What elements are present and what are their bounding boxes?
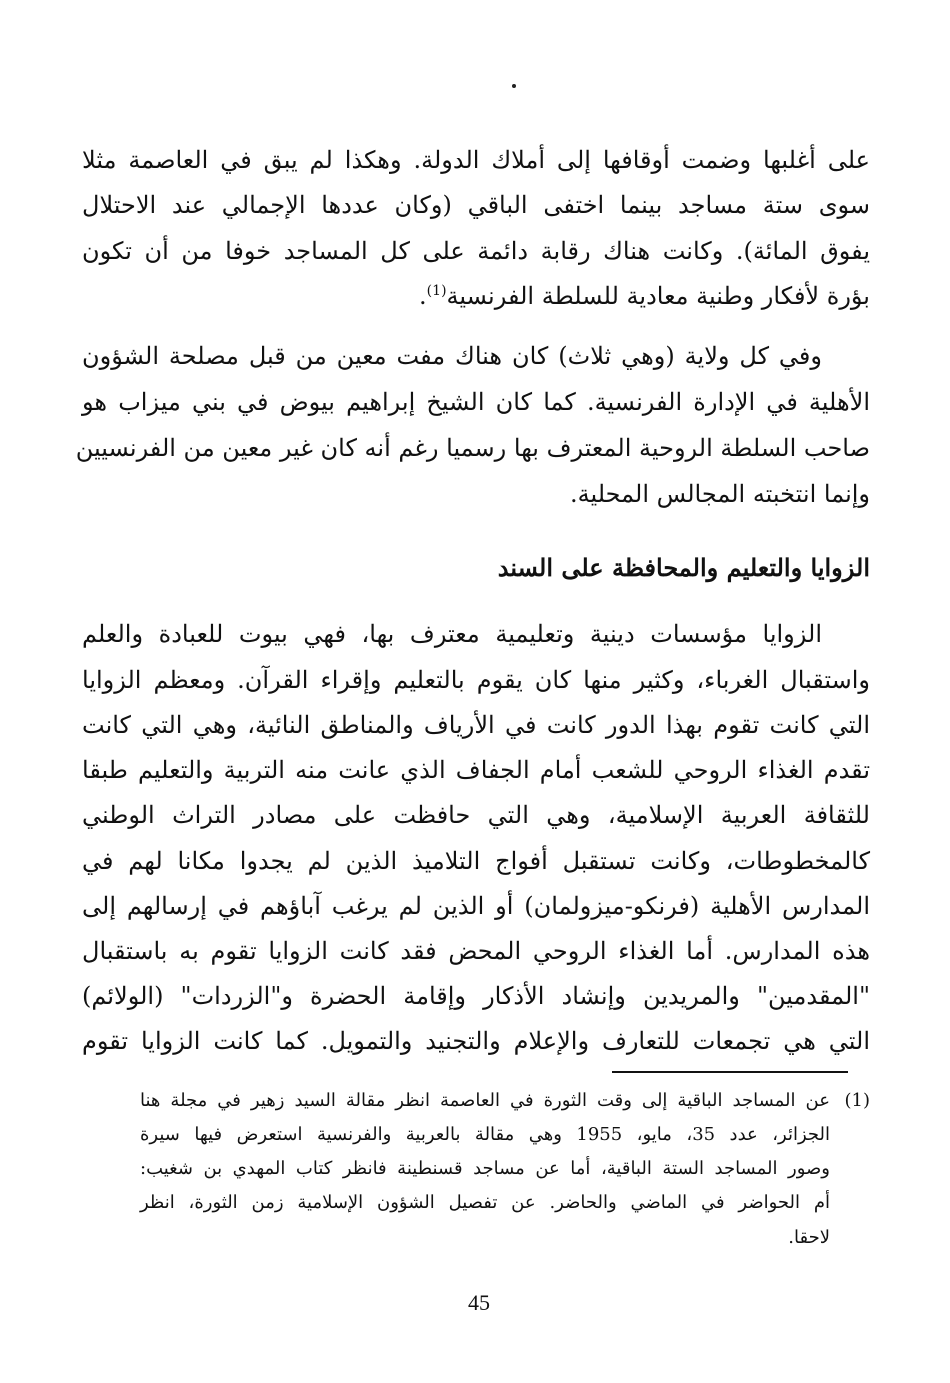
paragraph-3-line-7: المدارس الأهلية (فرنكو-ميزولمان) أو الذين لم يرغب آباؤهم في إرسالهم إلى bbox=[82, 892, 870, 920]
paragraph-3-line-2: واستقبال الغرباء، وكثير منها كان يقوم بالتعليم وإقراء القرآن. ومعظم الزوايا bbox=[82, 666, 870, 694]
paragraph-3-line-6: كالمخطوطات، وكانت تستقبل أفواج التلاميذ الذين لم يجدوا مكانا لهم في bbox=[82, 847, 870, 875]
paragraph-3-line-8: هذه المدارس. أما الغذاء الروحي المحض فقد كانت الزوايا تقوم به باستقبال bbox=[82, 937, 870, 965]
paragraph-3-line-10: التي هي تجمعات للتعارف والإعلام والتجنيد والتمويل. كما كانت الزوايا تقوم bbox=[82, 1027, 870, 1055]
footnote-reference: (1) bbox=[426, 283, 447, 299]
footnote-line-3: وصور المساجد الستة الباقية، أما عن مساجد قسنطينة فانظر كتاب المهدي بن شغيب: bbox=[140, 1158, 830, 1179]
paragraph-2-line-4: وإنما انتخبته المجالس المحلية. bbox=[569, 480, 870, 508]
footnote-line-5: لاحقا. bbox=[788, 1227, 830, 1248]
paragraph-3-line-3: التي كانت تقوم بهذا الدور كانت في الأرياف والمناطق النائية، وهي التي كانت bbox=[82, 711, 870, 739]
paragraph-1-line-4-text: بؤرة لأفكار وطنية معادية للسلطة الفرنسية bbox=[446, 282, 870, 310]
section-heading: الزوايا والتعليم والمحافظة على السند bbox=[497, 553, 870, 582]
footnote-line-2: الجزائر، عدد 35، مايو، 1955 وهي مقالة بالعربية والفرنسية استعرض فيها سيرة bbox=[140, 1124, 831, 1145]
footnote-marker: (1) bbox=[844, 1090, 870, 1111]
paragraph-3-line-4: تقدم الغذاء الروحي للشعب أمام الجفاف الذي عانت منه التربية والتعليم طبقا bbox=[82, 756, 870, 784]
footnote-line-4: أم الحواضر في الماضي والحاضر. عن تفصيل الشؤون الإسلامية زمن الثورة، انظر bbox=[140, 1192, 830, 1213]
paragraph-3-line-1: الزوايا مؤسسات دينية وتعليمية معترف بها، فهي بيوت للعبادة والعلم bbox=[82, 620, 822, 648]
footnote-separator bbox=[612, 1071, 848, 1073]
page-number: 45 bbox=[468, 1290, 490, 1315]
paragraph-1-end: . bbox=[419, 282, 427, 310]
paragraph-3-line-5: للثقافة العربية الإسلامية، وهي التي حافظت على مصادر التراث الوطني bbox=[82, 801, 870, 829]
ink-dot bbox=[512, 84, 516, 88]
paragraph-2-line-1: وفي كل ولاية (وهي ثلاث) كان هناك مفت معين من قبل مصلحة الشؤون bbox=[82, 342, 822, 370]
paragraph-2-line-2: الأهلية في الإدارة الفرنسية. كما كان الشيخ إبراهيم بيوض في بني ميزاب هو bbox=[82, 388, 870, 416]
paragraph-1-line-4 bbox=[82, 276, 870, 316]
paragraph-1-line-2: سوى ستة مساجد بينما اختفى الباقي (وكان عددها الإجمالي عند الاحتلال bbox=[82, 191, 870, 219]
paragraph-3-line-9: "المقدمين" والمريدين وإنشاد الأذكار وإقامة الحضرة و"الزردات" (الولائم) bbox=[82, 982, 870, 1010]
paragraph-2-line-3: صاحب السلطة الروحية المعترف بها رسميا رغم أنه كان غير معين من الفرنسيين bbox=[75, 434, 870, 462]
paragraph-1-line-3: يفوق المائة). وكانت هناك رقابة دائمة على كل المساجد خوفا من أن تكون bbox=[82, 237, 870, 265]
footnote-line-1: عن المساجد الباقية إلى وقت الثورة في العاصمة انظر مقالة السيد زهير في مجلة هنا bbox=[140, 1090, 830, 1111]
paragraph-1-line-1: على أغلبها وضمت أوقافها إلى أملاك الدولة. وهكذا لم يبق في العاصمة مثلا bbox=[82, 146, 870, 174]
